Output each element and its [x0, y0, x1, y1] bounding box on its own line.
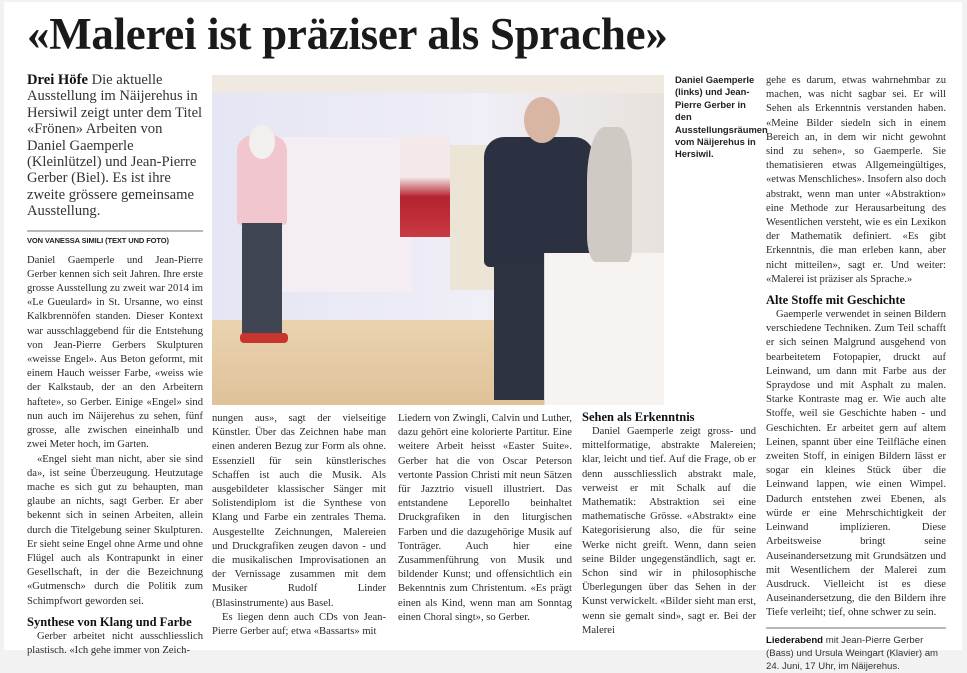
text-column-2	[212, 412, 386, 639]
photo-person-right	[484, 137, 594, 267]
divider	[27, 230, 203, 232]
text-column-1	[27, 254, 203, 658]
photo-person-left-head	[249, 125, 275, 159]
left-stack	[27, 72, 203, 658]
photo-ceiling	[212, 75, 664, 93]
paragraph: Gerber arbeitet nicht ausschliesslich plastisch. «Ich gehe immer von Zeich-	[27, 630, 203, 656]
byline: VON VANESSA SIMILI (TEXT UND FOTO)	[27, 235, 169, 245]
event-info	[766, 634, 946, 673]
article-photo	[212, 75, 664, 405]
event-info-text: mit Jean-Pierre Gerber (Bass) und Ursula Weingart (Klavier) am 24. Juni, 17 Uhr, im Näijerehus.	[766, 634, 939, 672]
article-title: «Malerei ist präziser als Sprache»	[27, 9, 668, 59]
paragraph: nungen aus», sagt der vielseitige Künstler. Über das Zeichnen habe man einen anderen Bezug zur Form als ohne. Essenziell für sein künstlerisches Schaffen ist auch die Musik. Als ausgebildeter klassischer Sänger mit Solistendiplom ist die Synthese von Klang und Farbe ein zentrales Thema. Ausgestellte Zeichnungen, Malereien und Druckgrafiken zeugen davon - und die musikalischen Improvisationen an der Vernissage zusammen mit dem Musiker Rudolf Linder (Blasinstrumente) aus Basel.	[212, 413, 386, 609]
paragraph: Daniel Gaemperle zeigt gross- und mittelformatige, abstrakte Malereien; klar, leicht und tief. Auf die Frage, ob er denn ausschliesslich abstrakt male, verweist er mit Schalk auf die Mathematik: Abstraktion sei eine mathematische Grösse. «Abstrakt» eine Kategorisierung also, die für seine Werke nicht greift. Wenn, dann seien seine Bilder ungegenständlich, sagt er. Schon sind wir in philosophische Überlegungen über das Sehen in der Kunst verwickelt. «Bilder sieht man erst, wenn sie gemalt sind», sagt er. Bei der Malerei	[582, 426, 756, 636]
photo-caption: Daniel Gaemperle (links) und Jean-Pierre Gerber in den Ausstellungsräumen vom Näijerehus in Hersiwil.	[675, 74, 768, 160]
paragraph: Gaemperle verwendet in seinen Bildern verschiedene Techniken. Zum Teil schafft er sich seinen Malgrund ausgehend von bearbeitetem Fotopapier, druckt auf Leinwand, um dann mit Farbe aus der Spraydose und mit Asphalt zu malen. Starke Kontraste mag er. Wie auch alte Stoffe, weil sie Geschichte haben - und Geschichten. Er arbeitet gern auf altem Leinen, spannt über eine Teilfläche einen zweiten Stoff, in einigen Bildern lässt er sogar ein kleines Stück über die Leinwand lappen, wie einen Wimpel. Dadurch entstehen zwei Ebenen, als würde er eine Mehrschichtigkeit der Leinwand implizieren. Diese Arbeitsweise bringt seine Auseinandersetzung mit Grundsätzen und mit Wesentlichem der Malerei zum Ausdruck. Vielleicht ist es diese Auseinandersetzung, die den Bildern ihre Tiefe verleiht; tief, ohne schwer zu sein.	[766, 309, 946, 619]
lead-label: Drei Höfe	[27, 72, 88, 88]
paragraph: «Engel sieht man nicht, aber sie sind da», ist seine Überzeugung. Heutzutage mache es sich gut zu behaupten, man glaube an nichts, sagt Gerber. Er aber bekennt sich in seinen Arbeiten, allein durch die Titelgebung seiner Skulpturen. Er sieht seine Engel ohne Arme und ohne Flügel auch als Kontrapunkt in einer Gesellschaft, in der die Bezeichnung «Gutmensch» durch die Politik zum Schimpfwort geworden sei.	[27, 453, 203, 607]
photo-person-left-legs	[242, 223, 282, 338]
subheading: Sehen als Erkenntnis	[582, 410, 695, 424]
lead-text: Die aktuelle Ausstellung im Näijerehus in Hersiwil zeigt unter dem Titel «Frönen» Arbeiten von Daniel Gaemperle (Kleinlützel) und Jean-Pierre Gerber (Biel). Es ist ihre zweite grössere gemeinsame Ausstellung.	[27, 72, 203, 220]
article-lead	[27, 72, 203, 220]
text-column-3	[398, 412, 572, 625]
subheading: Synthese von Klang und Farbe	[27, 614, 192, 629]
paragraph: Es liegen denn auch CDs von Jean-Pierre Gerber auf; etwa «Bassarts» mit	[212, 611, 386, 638]
event-info-label: Liederabend	[766, 634, 824, 646]
photo-painting-red	[400, 137, 450, 237]
photo-person-left-shoes	[240, 333, 288, 343]
text-column-4	[582, 410, 756, 638]
paragraph: gehe es darum, etwas wahrnehmbar zu machen, was nicht sagbar sei. Er will Sehen als Erkenntnis verstanden haben. «Meine Bilder siedeln sich in einem Bereich an, in dem wir nicht gewohnt sind zu sehen», so Gaemperle. Sie thematisieren etwas Allgemeingültiges, «etwas Menschliches». Insofern also doch abstrakt, wenn man unter «Abstraktion» eine Methode zur Herausarbeitung des Wesentlichen versteht, wie es ein Lexikon der Mathematik definiert. «Es gibt Erkenntnis, die man erleben kann, aber nicht mitteilen», sagt er. Und weiter: «Malerei ist präziser als Sprache.»	[766, 75, 946, 285]
subheading: Alte Stoffe mit Geschichte	[766, 293, 906, 308]
paragraph: Liedern von Zwingli, Calvin und Luther, dazu gehört eine kolorierte Partitur. Eine weitere Arbeit heisst «Easter Suite». Gerber hat die von Oscar Peterson vertonte Passion Christi mit neun Sätzen für Jazztrio visuell illustriert. Das entstandene Leporello beinhaltet Druckgrafiken in den liturgischen Farben und die dazugehörige Musik auf Tonträger. Auch hier eine Zusammenführung von Musik und bildender Kunst; und offensichtlich ein Bekenntnis zum Christentum. «Es prägt einen als Kind, wenn man am Sonntag einen Choral singt», so Gerber.	[398, 413, 572, 623]
text-column-5	[766, 74, 946, 621]
divider	[766, 627, 946, 629]
photo-pedestal	[544, 253, 664, 405]
paragraph: Daniel Gaemperle und Jean-Pierre Gerber kennen sich seit Jahren. Ihre erste grosse Ausstellung zu zweit war 2014 im «Le Gueulard» in St. Ursanne, wo einst Kalkbrennöfen standen. Dieser Kontext war ausschlaggebend für die Entstehung von Jean-Pierre Gerbers Skulpturen «weisse Engel». Aus Beton geformt, mit einem Hauch weisser Farbe, «weiss wie der Kalkstaub, der an den Arbeitern haftete», so Gerber. Einige «Engel» sind nun auch im Näijerehus zu sehen, fünf grosse, alle zwischen eineinhalb und zwei Meter hoch, im Garten.	[27, 254, 203, 451]
newspaper-page	[4, 2, 962, 672]
photo-sculpture	[587, 127, 632, 262]
right-stack	[766, 74, 946, 673]
photo-painting-white	[272, 137, 412, 292]
photo-person-right-head	[524, 97, 560, 143]
